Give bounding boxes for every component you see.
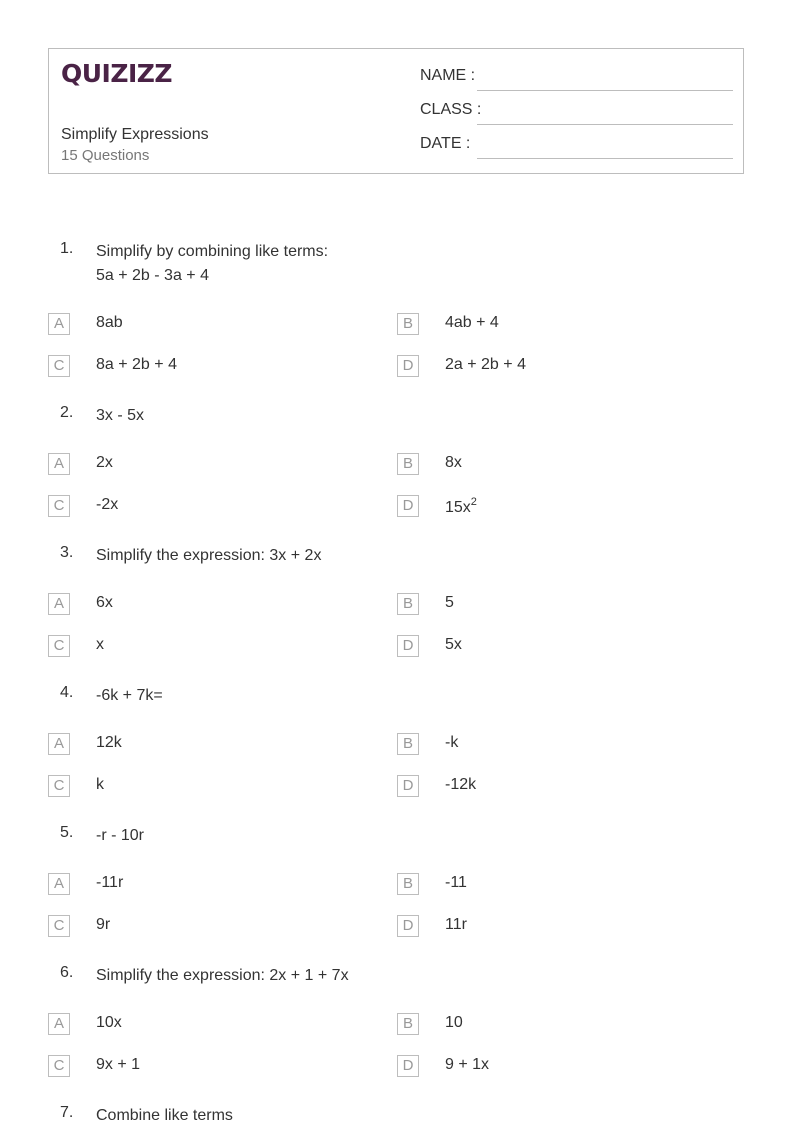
worksheet-header: [48, 48, 744, 174]
class-label: CLASS :: [420, 101, 482, 118]
option-text: -11: [445, 874, 467, 891]
question-text: Simplify by combining like terms: 5a + 2b - 3a + 4: [96, 243, 329, 284]
question-number: 2.: [60, 404, 74, 421]
date-line[interactable]: [477, 158, 733, 159]
option-text: 8ab: [96, 314, 123, 331]
option-letter-box: C: [48, 775, 70, 797]
option-letter-box: D: [397, 775, 419, 797]
question-number: 1.: [60, 240, 74, 257]
question-number: 6.: [60, 964, 74, 981]
option-base: 15x: [445, 499, 471, 516]
question-number: 7.: [60, 1104, 74, 1121]
option-letter-box: A: [48, 873, 70, 895]
name-field[interactable]: [420, 67, 733, 91]
option-text: -11r: [96, 874, 124, 891]
option-text: 6x: [96, 594, 113, 611]
option-text: 8a + 2b + 4: [96, 356, 177, 373]
option-text: 9 + 1x: [445, 1056, 490, 1073]
name-label: NAME :: [420, 67, 476, 84]
option-letter-box: B: [397, 733, 419, 755]
option-text: x: [96, 636, 104, 653]
option-letter-box: D: [397, 355, 419, 377]
option-text: 10x: [96, 1014, 122, 1031]
name-line[interactable]: [477, 90, 733, 91]
class-field[interactable]: [420, 101, 733, 125]
option-letter-box: D: [397, 915, 419, 937]
option-text: 4ab + 4: [445, 314, 499, 331]
date-label: DATE :: [420, 135, 471, 152]
option-text: -12k: [445, 776, 477, 793]
option-letter-box: A: [48, 313, 70, 335]
quizizz-logo: QUIZIZZ: [61, 59, 173, 88]
option-letter-box: B: [397, 453, 419, 475]
option-letter-box: B: [397, 593, 419, 615]
option-letter-box: B: [397, 1013, 419, 1035]
option-letter-box: C: [48, 355, 70, 377]
option-text: 2a + 2b + 4: [445, 356, 526, 373]
question-count: 15 Questions: [61, 147, 150, 164]
question-text: Simplify the expression: 2x + 1 + 7x: [96, 967, 349, 984]
option-text: 12k: [96, 734, 122, 751]
option-letter-box: D: [397, 495, 419, 517]
option-letter-box: A: [48, 593, 70, 615]
option-letter-box: B: [397, 313, 419, 335]
option-text: 5: [445, 594, 454, 611]
option-text: 2x: [96, 454, 113, 471]
option-letter-box: A: [48, 1013, 70, 1035]
option-letter-box: C: [48, 915, 70, 937]
option-text: 9r: [96, 916, 111, 933]
option-text: 5x: [445, 636, 462, 653]
option-text: 10: [445, 1014, 463, 1031]
date-field[interactable]: [420, 135, 733, 159]
option-letter-box: B: [397, 873, 419, 895]
option-text: -k: [445, 734, 459, 751]
question-text: Simplify the expression: 3x + 2x: [96, 547, 322, 564]
option-letter-box: A: [48, 733, 70, 755]
question-text: Combine like terms: [96, 1107, 233, 1124]
option-letter-box: A: [48, 453, 70, 475]
option-text: 8x: [445, 454, 462, 471]
worksheet-title: Simplify Expressions: [61, 126, 209, 143]
option-letter-box: D: [397, 635, 419, 657]
option-text: 11r: [445, 916, 467, 933]
option-text: [445, 496, 477, 517]
option-letter-box: C: [48, 635, 70, 657]
question-text: -6k + 7k=: [96, 687, 163, 704]
question-number: 4.: [60, 684, 74, 701]
option-letter-box: D: [397, 1055, 419, 1077]
question-text: -r - 10r: [96, 827, 144, 844]
option-text: -2x: [96, 496, 119, 513]
option-text: k: [96, 776, 104, 793]
question-number: 3.: [60, 544, 74, 561]
option-letter-box: C: [48, 1055, 70, 1077]
option-letter-box: C: [48, 495, 70, 517]
question-number: 5.: [60, 824, 74, 841]
class-line[interactable]: [477, 124, 733, 125]
option-exponent: 2: [470, 496, 477, 508]
option-text: 9x + 1: [96, 1056, 141, 1073]
question-text: 3x - 5x: [96, 407, 145, 424]
